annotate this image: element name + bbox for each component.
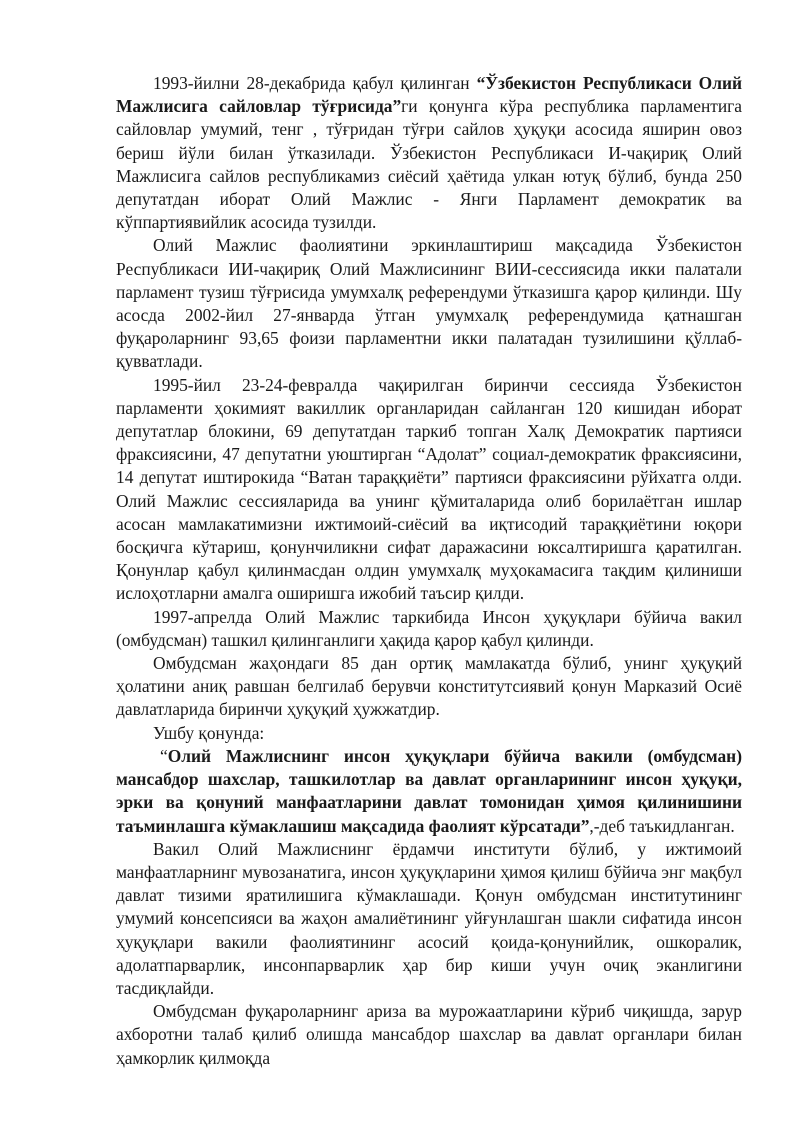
paragraph-1997-ombudsman: 1997-апрелда Олий Мажлис таркибида Инсон ҳуқуқлари бўйича вакил (омбудсман) ташкил қилинганлиги ҳақида қарор қабул қилинди.: [116, 606, 742, 650]
paragraph-ombudsman-countries: Омбудсман жаҳондаги 85 дан ортиқ мамлакатда бўлиб, унинг ҳуқуқий ҳолатини аниқ равшан белгилаб берувчи конститутсиявий қонун Марказий Осиё давлатларида биринчи ҳуқуқий ҳужжатдир.: [116, 653, 742, 720]
paragraph-ombudsman-cooperation: Омбудсман фуқароларнинг ариза ва мурожаатларини кўриб чиқишда, зарур ахборотни талаб қилиб олишда мансабдор шахслар ва давлат органлари билан ҳамкорлик қилмоқда: [116, 1001, 742, 1068]
document-page: [116, 72, 742, 1070]
paragraph-law-intro: Ушбу қонунда:: [153, 722, 265, 743]
quote-open-mark: “: [160, 745, 168, 766]
law-title-bold: “Ўзбекистон Республикаси Олий Мажлисига сайловлар тўғрисида”: [116, 73, 743, 117]
paragraph-1995-session: 1995-йил 23-24-февралда чақирилган биринчи сессияда Ўзбекистон парламенти ҳокимият вакиллик органларидан сайланган 120 кишидан иборат депутатлар блокини, 69 депутатдан таркиб топган Халқ Демократик партияси фраксиясини, 47 депутатни уюштирган “Адолат” социал-демократик фраксиясини, 14 депутат иштирокида “Ватан тараққиёти” партияси фраксиясини рўйхатга олди. Олий Мажлис сессияларида ва унинг қўмиталарида олиб борилаётган ишлар асосан мамлакатимизни ижтимоий-сиёсий ва иқтисодий тараққиётини юқори босқичга кўтариш, қонунчиликни сифат даражасини юксалтиришга қаратилган. Қонунлар қабул қилинмасдан олдин умумхалқ муҳокамасига тақдим қилиниши ислоҳотларни амалга оширишга ижобий таъсир қилди.: [116, 374, 742, 604]
paragraph-1993-elections-law: [116, 72, 742, 234]
paragraph-ombudsman-role: Вакил Олий Мажлиснинг ёрдамчи институти бўлиб, у ижтимоий манфаатларнинг мувозанатига, инсон ҳуқуқларини ҳимоя қилиш бўйича энг мақбул давлат тизими яратилишига кўмаклашади. Қонун омбудсман институтининг умумий консепсияси ва жаҳон амалиётининг уйғунлашган шакли сифатида инсон ҳуқуқлари вакили фаолиятининг асосий қоида-қонунийлик, ошкоралик, адолатпарварлик, инсонпарварлик ҳар бир киши учун очиқ эканлигини тасдиқлайди.: [116, 838, 742, 998]
paragraph-lead: 1993-йилни 28-декабрида қабул қилинган: [153, 73, 477, 93]
paragraph-law-quote: [116, 745, 742, 838]
paragraph-tail: ги қонунга кўра республика парламентига сайловлар умумий, тенг , тўғридан тўғри сайлов ҳуқуқи асосида яширин овоз бериш йўли билан ўтказилади. Ўзбекистон Республикаси И-чақириқ Олий Мажлисига сайлов республикамиз сиёсий ҳаётида улкан ютуқ бўлиб, бунда 250 депутатдан иборат Олий Мажлис - Янги Парламент демократик ва кўппартиявийлик асосида тузилди.: [116, 96, 743, 233]
paragraph-referendum: Олий Мажлис фаолиятини эркинлаштириш мақсадида Ўзбекистон Республикаси ИИ-чақириқ Олий Мажлисининг ВИИ-сессиясида икки палатали парламент тузиш тўғрисида умумхалқ референдуми ўтказишга қарор қилинди. Шу асосда 2002-йил 27-январда ўтган умумхалқ референдумида қатнашган фуқароларнинг 93,65 фоизи парламентни икки палатадан тузилишини қўллаб-қувватлади.: [116, 235, 742, 372]
law-quote-bold: Олий Мажлиснинг инсон ҳуқуқлари бўйича вакили (омбудсман) мансабдор шахслар, ташкилотлар ва давлат органларининг инсон ҳуқуқи, эрки ва қонуний манфаатларини давлат томонидан ҳимоя қилинишини таъминлашга кўмаклашиш мақсадида фаолият кўрсатади”: [116, 745, 742, 836]
paragraph-tail: ,-деб таъкидланган.: [589, 815, 735, 836]
